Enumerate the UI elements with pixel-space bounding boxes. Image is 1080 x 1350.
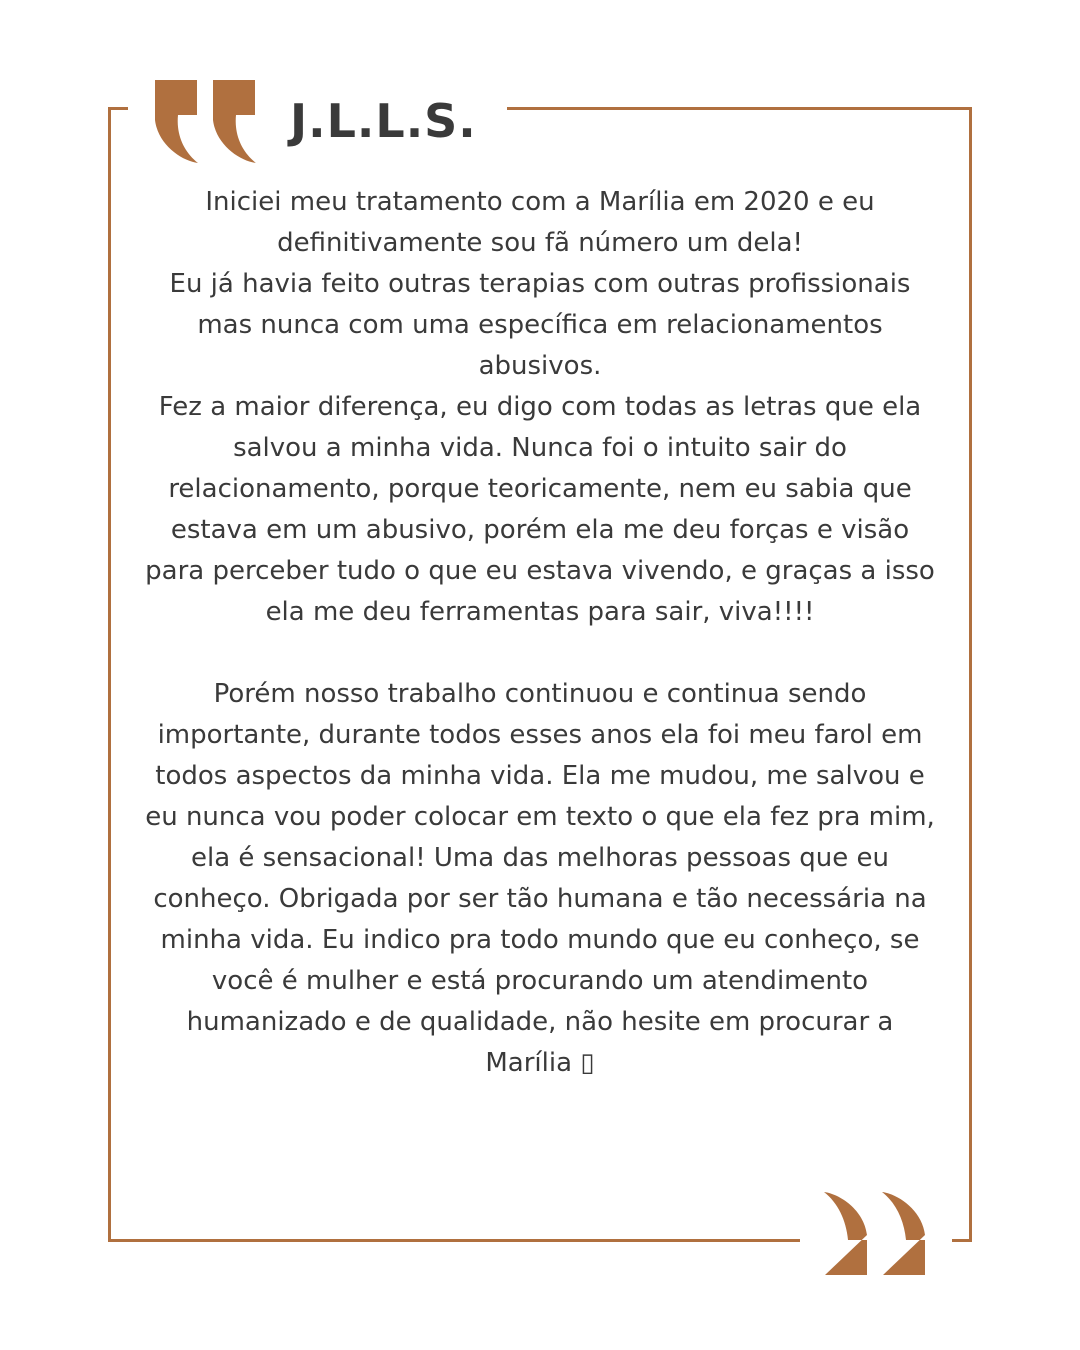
frame-border-bottom-right	[952, 1239, 972, 1242]
opening-quote-icon	[150, 75, 265, 167]
frame-border-bottom-left	[108, 1239, 800, 1242]
frame-border-left	[108, 107, 111, 1242]
frame-border-top-left	[108, 107, 128, 110]
testimonial-paragraph: Porém nosso trabalho continuou e continua sendo importante, durante todos esses anos ela foi meu farol em todos aspectos da minha vida. Ela me mudou, me salvou e eu nunca vou poder colocar em texto o que ela fez pra mim, ela é sensacional! Uma das melhoras pessoas que eu conheço. Obrigada por ser tão humana e tão necessária na minha vida. Eu indico pra todo mundo que eu conheço, se você é mulher e está procurando um atendimento humanizado e de qualidade, não hesite em procurar a Marília ▯	[145, 679, 935, 1078]
frame-border-top-right	[507, 107, 972, 110]
testimonial-paragraph: Eu já havia feito outras terapias com outras profissionais mas nunca com uma específica em relacionamentos abusivos.	[169, 269, 911, 381]
frame-border-right	[969, 107, 972, 1242]
testimonial-paragraph: Iniciei meu tratamento com a Marília em 2020 e eu definitivamente sou fã número um dela!	[205, 187, 875, 258]
testimonial-text	[140, 182, 940, 1084]
testimonial-paragraph: Fez a maior diferença, eu digo com todas as letras que ela salvou a minha vida. Nunca foi o intuito sair do relacionamento, porque teoricamente, nem eu sabia que estava em um abusivo, porém ela me deu forças e visão para perceber tudo o que eu estava vivendo, e graças a isso ela me deu ferramentas para sair, viva!!!!	[145, 392, 935, 627]
closing-quote-icon	[818, 1188, 933, 1280]
author-name: J.L.L.S.	[290, 94, 477, 148]
